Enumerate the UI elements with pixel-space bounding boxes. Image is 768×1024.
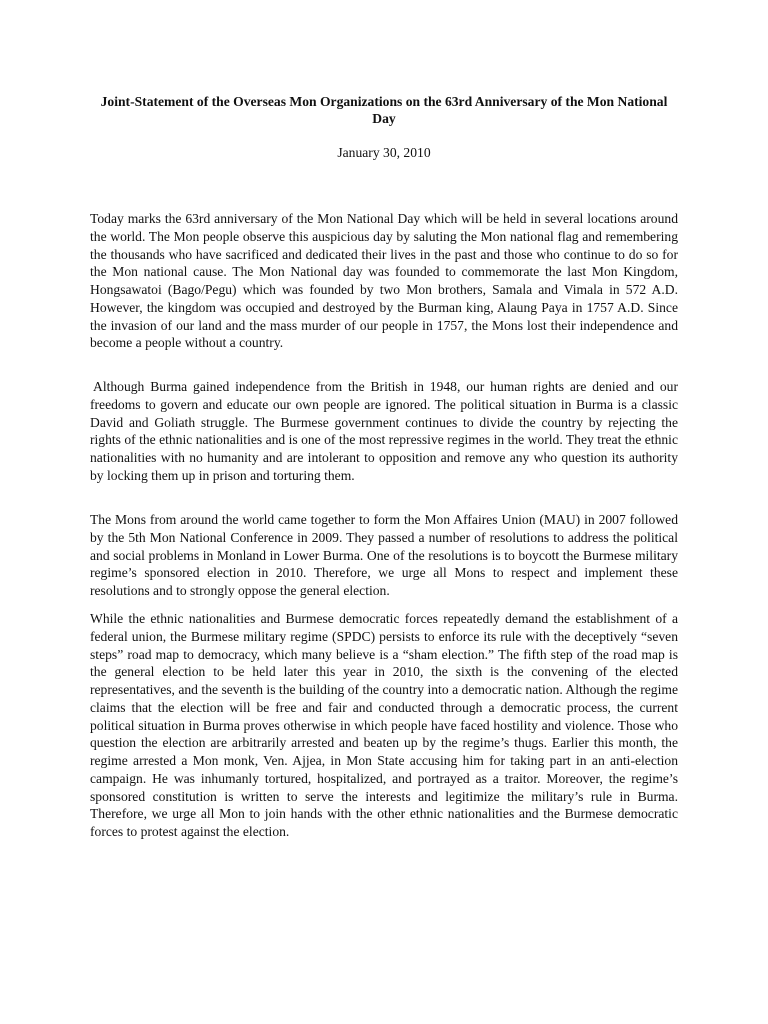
document-date: January 30, 2010 [337, 145, 431, 160]
body-paragraph-2: Although Burma gained independence from the British in 1948, our human rights are denied and our freedoms to govern and educate our own people are ignored. The political situation in Burma is a classic David and Goliath struggle. The Burmese government continues to divide the country by rejecting the rights of the ethnic nationalities and is one of the most repressive regimes in the world. They treat the ethnic nationalities with no humanity and are intolerant to opposition and remove any who question its authority by locking them up in prison and torturing them. [90, 379, 678, 483]
body-paragraph-3: The Mons from around the world came together to form the Mon Affaires Union (MAU) in 2007 followed by the 5th Mon National Conference in 2009. They passed a number of resolutions to address the political and social problems in Monland in Lower Burma. One of the resolutions is to boycott the Burmese military regime’s sponsored election in 2010. Therefore, we urge all Mons to respect and implement these resolutions and to strongly oppose the general election. [90, 512, 678, 598]
body-paragraph-4: While the ethnic nationalities and Burmese democratic forces repeatedly demand the establishment of a federal union, the Burmese military regime (SPDC) persists to enforce its rule with the deceptively “seven steps” road map to democracy, which many believe is a “sham election.” The fifth step of the road map is the general election to be held later this year in 2010, the sixth is the convening of the elected representatives, and the seventh is the building of the country into a democratic nation. Although the regime claims that the election will be free and fair and conducted through a democratic process, the current political situation in Burma proves otherwise in which people have faced hostility and violence. Those who question the election are arbitrarily arrested and beaten up by the regime’s thugs. Earlier this month, the regime arrested a Mon monk, Ven. Ajjea, in Mon State accusing him for taking part in an anti-election campaign. He was inhumanly tortured, hospitalized, and portrayed as a traitor. Moreover, the regime’s sponsored constitution is written to serve the interests and legitimize the military’s rule in Burma. Therefore, we urge all Mon to join hands with the other ethnic nationalities and the Burmese democratic forces to protest against the election. [90, 611, 678, 839]
document-title: Joint-Statement of the Overseas Mon Organizations on the 63rd Anniversary of the Mon National Day [100, 94, 668, 126]
body-paragraph-1: Today marks the 63rd anniversary of the Mon National Day which will be held in several locations around the world. The Mon people observe this auspicious day by saluting the Mon national flag and remembering the thousands who have sacrificed and dedicated their lives in the past and those who continue to do so for the Mon national cause. The Mon National day was founded to commemorate the last Mon Kingdom, Hongsawatoi (Bago/Pegu) which was founded by two Mon brothers, Samala and Vimala in 572 A.D. However, the kingdom was occupied and destroyed by the Burman king, Alaung Paya in 1757 A.D. Since the invasion of our land and the mass murder of our people in 1757, the Mons lost their independence and become a people without a country. [90, 211, 678, 351]
